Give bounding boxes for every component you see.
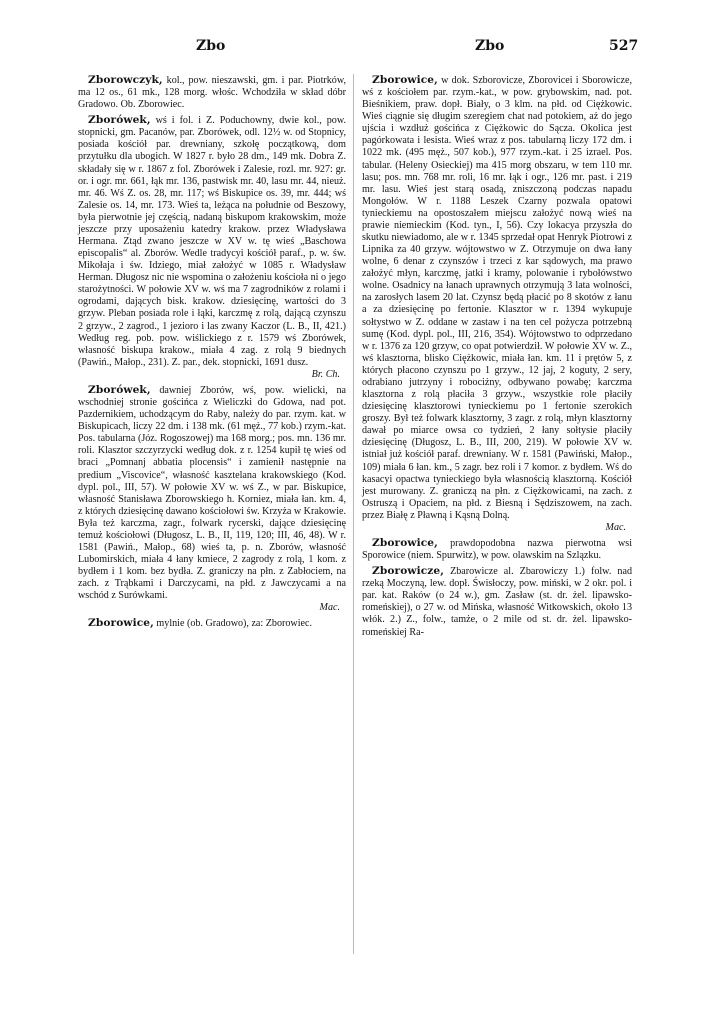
dictionary-entry [78,617,346,630]
running-header [0,38,720,62]
column-divider [353,74,354,954]
entry-text: Zbarowicze al. Zbarowiczy 1.) folw. nad rzeką Moczyną, lew. dopł. Świsłoczy, pow. miński, w 2 okr. pol. i par. kat. Raków (o 24 w.), gm. Zasław (st. dr. żel. lipawsko-romeńskiej), o 27 w. od Mińska, własność Witkowskich, około 13 włók. 2.) Z., folw., tamże, o 2 mile od st. dr. żel. lipawsko-romeńskiej Ra- [362,566,632,638]
dictionary-entry [362,565,632,638]
author-signature: Br. Ch. [311,368,340,380]
entry-text: mylnie (ob. Gradowo), za: Zborowiec. [156,618,312,630]
entry-headword: Zborowice, [372,536,438,549]
left-column [78,74,346,634]
center-running-head: Zbo [475,38,505,54]
dictionary-entry [78,114,346,381]
entry-headword: Zborowczyk, [88,74,163,86]
entry-text: dawniej Zborów, wś, pow. wielicki, na wschodniej stronie gościńca z Wieliczki do Gdowa, nad pot. Pazdernikiem, uchodzącym do Raby, należy do par. rzym. kat. w Biskupicach, liczy 22 dm. i 138 mk. (61 męż., 77 kob.) rzym.-kat. Pos. tabularna (Józ. Rogoszowej) ma 168 morg.; pos. mn. 136 mr. roli. Klasztor szczyrzycki według dok. z r. 1254 kupił tę wieś od braci „Pomnanj abbatia plocensis“ i zamienił następnie na predium „Viscovice“, własność kasztelana krakowskiego (Kod. dypl. pol., III, 57). W połowie XV w. wś Z., w par. Biskupice, własność Stanisława Zborowskiego h. Korniez, miała łan. km. 4, z których dziesięcinę dawano kościołowi św. Krzyża w Krakowie. Była też karczma, zagr., folwark rycerski, dające dziesięcinę temuż kościołowi (Długosz, L. B., II, 119, 120; III, 46, 48). W r. 1581 (Pawiń., Małop., 68) wieś ta, p. n. Zborów, własność Lubomirskich, miała 4 łany kmiece, 2 zagrody z rolą, 1 kom. z bydłem i 1 kom. bez bydła. Z. graniczy na płn. z Zabłociem, na zach. z Trąbkami i Darczycami, na płd. z Jawczycami a na wschód z Surówkami. [78,384,346,602]
dictionary-entry [362,74,632,534]
entry-headword: Zborowice, [88,617,154,630]
right-column [362,74,632,642]
author-signature: Mac. [605,521,626,533]
entry-headword: Zborowicze, [372,565,444,578]
entry-text: prawdopodobna nazwa pierwotna wsi Sporowice (niem. Spurwitz), w pow. olawskim na Szlązku. [362,537,632,562]
entry-headword: Zborowice, [372,74,438,86]
dictionary-entry [78,384,346,614]
dictionary-entry [78,74,346,111]
entry-headword: Zborówek, [88,383,151,396]
author-signature: Mac. [319,602,340,614]
entry-text: wś i fol. i Z. Poduchowny, dwie kol., pow. stopnicki, gm. Pacanów, par. Zborówek, odl. 12½ w. od Stopnicy, posiada kościół par. drewniany, szkołę początkową, dom przytułku dla ubogich. W 1827 r. było 28 dm., 149 mk. Dobra Z. składały się w r. 1867 z fol. Zborówek i Zalesie, rozl. mr. 927: gr. or. i ogr. mr. 661, łąk mr. 136, pastwisk mr. 40, lasu mr. 44, nieuż. mr. 46. Wś Z. os. 28, mr. 117; wś Biskupice os. 39, mr. 444; wś Zalesie os. 14, mr. 173. Wieś ta, leżąca na południe od Beszowy, była pierwotnie jej częścią, nadaną biskupom krakowskim, może jeszcze przy uposażeniu katedry krakow. przez Władysława Hermana. Ztąd zwano jeszcze w XV w. tę wieś „Baschowa episcopalis“ al. Zborów. Wedle tradycyi kościół paraf., p. w. św. Mikołaja i św. Idziego, miał założyć w 1085 r. Władysław Herman. Długosz nic nie wspomina o założeniu kościoła ni o jego starożytności. W połowie XV w. wś ma 7 zagrodników z rolami i ogrodami, dających bisk. krakow. dziesięcinę, wartości do 3 grzyw. Pleban posiada role i łąki, karczmę z rolą, dającą czynszu 2 grzyw., 2 zagrod., 1 jezioro i las zwany Kaczor (L. B., II, 421.) Według reg. pob. pow. wiślickiego z r. 1579 wś Zborówek, własność biskupa krakow., miała 4 zag. z rolą 9 biednych (Pawiń., Małop., 231). Z. par., dek. stopnicki, 1691 dusz. [78,115,346,368]
page-number: 527 [609,38,639,54]
left-running-head: Zbo [196,38,226,54]
entry-text: kol., pow. nieszawski, gm. i par. Piotrków, ma 12 os., 61 mk., 128 morg. włośc. Wchodziła w skład dóbr Gradowo. Ob. Zborowiec. [78,75,346,111]
entry-headword: Zborówek, [88,114,151,127]
entry-text: w dok. Szborovicze, Zborovicei i Sborowicze, wś z kościołem par. rzym.-kat., w pow. grybowskim, nad. pot. Bieśnikiem, praw. dopł. Biały, o 3 klm. na płd. od Ciężkowic. Wieś ciągnie się długim szeregiem chat nad potokiem, aż do jego ujścia i wzdłuż gościńca z Ciężkowic do Sącza. Okolica jest pagórkowata i lesista. Wieś wraz z pos. tabularną liczy 172 dm. i 1022 mk. (495 męż., 507 kob.), 977 rzym.-kat. i 25 izrael. Pos. tabular. (Heleny Osieckiej) ma 415 morg obszaru, w tem 110 mr. lasu; pos. mn. 768 mr. roli, 16 mr. łąk i ogr., 126 mr. past. i 219 mr. lasu. Wieś jest starą osadą, zniszczoną podczas napadu Mongołów. W r. 1188 Leszek Czarny pozwala opatowi tynieckiemu na opostoszałem miejscu założyć nową wieś na prawie niemieckim (Kod. tyn., I, 56). Czy lokacya przyszła do skutku niewiadomo, ale w r. 1345 sprzedał opat Henryk Piotrowi z Lipnika za 40 grzyw. wójtowstwo w Z. Otrzymuje on dwa łany wolne, 6 denar z czynszów i trzeci z kar sądowych, ma prawo założyć młyn, karczmę, jatki i kramy, polowanie i rybołówstwo wolne. Osadnicy na łanach uprawnych otrzymują 3 lata wolności, na zarosłych lasem 20 lat. Czynsz będą płacić po 8 skotów z łanu a za dziesięcinę po fertonie. Klasztor w r. 1394 wykupuje sołtystwo w Z. oddane w zastaw i na ten cel pożycza potrzebną sumę (Kod. dypl. pol., III, 216, 354). Wójtowstwo to odprzedano w r. 1376 za 120 grzyw, co opat potwierdził. W połowie XV w. Z., wś klasztorna, blisko Ciężkowic, miała łan. km. 11 i prętów 5, z których płacono czynszu po 1 grzyw., 12 jaj, 2 koguty, 2 sery, odrabiano jutrzyny i robociżny, odbywano powabę; karczma klasztorna z rolą płaciła 3 grzyw., wszystkie role płaciły dziesięcinę klasztorowi tynieckiemu po 1 fertonie szerokich groszy. Był też folwark klasztorny, 3 zagr. z rolą, młyn klasztorny dawał po miarce owsa co tydzień, 2 łany sołtysie płaciły dziesięcinę (Długosz, L. B., III, 200, 219). W połowie XV w. istniał już kościół paraf. drewniany. W r. 1581 (Pawiński, Małop., 109) miała 6 łan. km., 5 zagr. bez roli i 7 komor. z bydłem. Wś do kasacyi opactwa tynieckiego była własnością klasztorną. Kościół jest murowany. Z. graniczą na płn. z Ciężkowicami, na zach. z Ostruszą i Opaciem, na płd. z Biesną i Sędziszowem, na zach. przez Białę z Pławną i Kąsną Dolną. [362,75,632,521]
dictionary-entry [362,537,632,562]
